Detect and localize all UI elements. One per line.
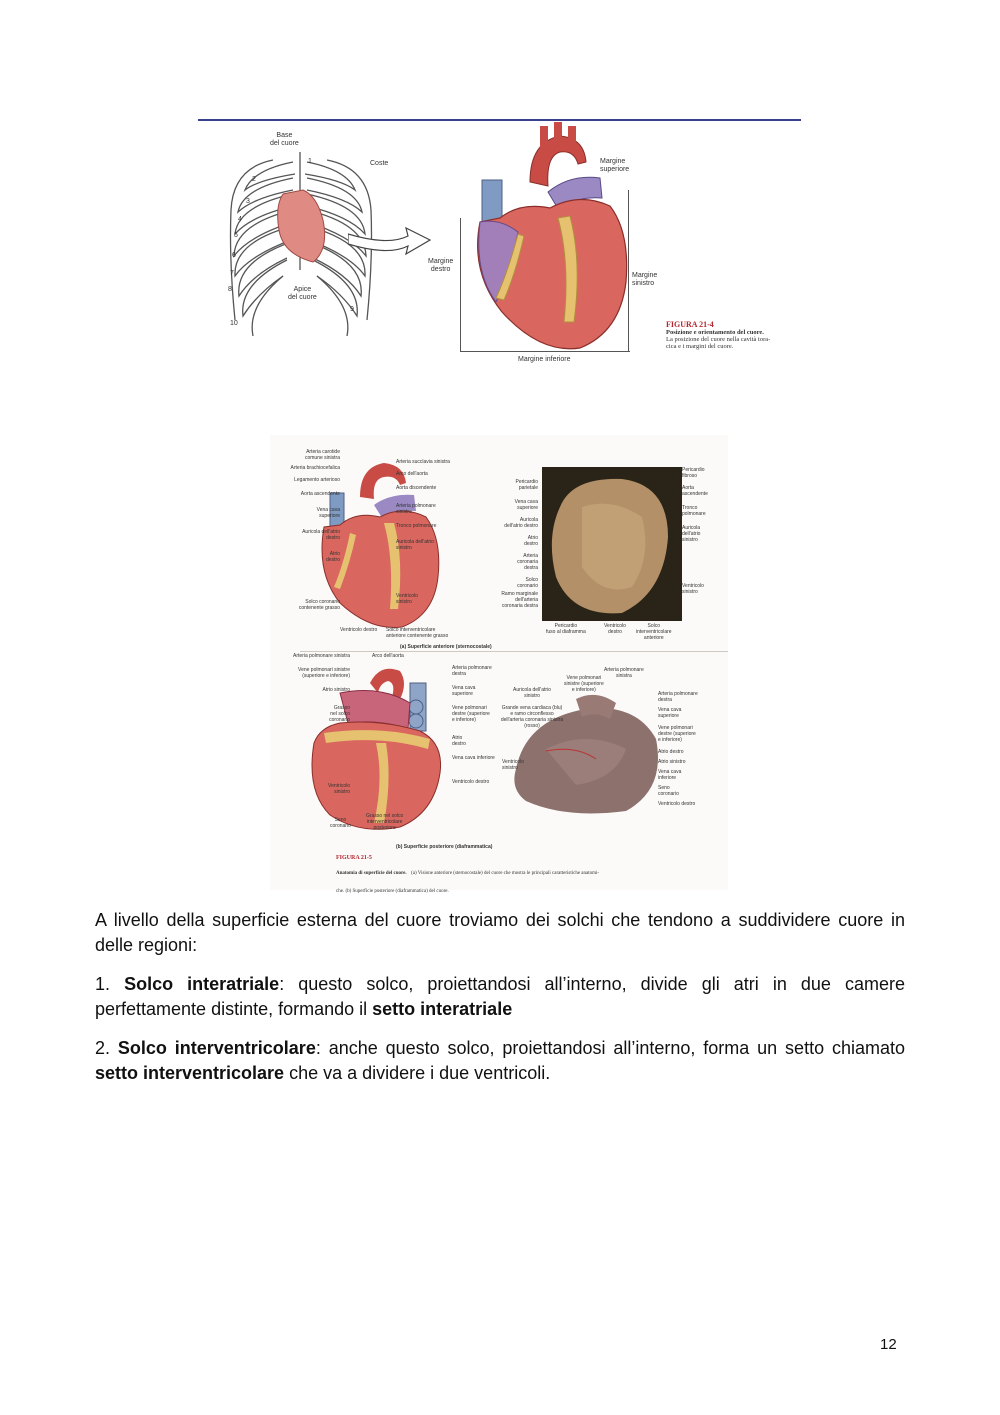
label-pb-right-5: Vena cava inferiore [658, 769, 682, 781]
label-pa-left-1: Vena cava superiore [514, 499, 538, 511]
label-b-right-0: Arteria polmonare destra [452, 665, 492, 677]
label-a-left-6: Atrio destro [326, 551, 340, 563]
item2-term2: setto interventricolare [95, 1063, 285, 1083]
caption-bold: Posizione e orientamento del cuore. [666, 329, 764, 336]
label-pb-right-7: Ventricolo destro [658, 801, 696, 807]
list-item-1 [95, 972, 905, 1022]
label-pa-bottom-0: Pericardio fuso al diaframma [546, 623, 586, 635]
label-pb-right-1: Vena cava superiore [658, 707, 682, 719]
rib-label-7: 7 [230, 270, 234, 277]
label-margine-destro: Margine destro [428, 258, 454, 273]
label-margine-inferiore: Margine inferiore [518, 356, 571, 363]
rib-label-5: 5 [234, 232, 238, 239]
label-a-left-2: Legamento arterioso [294, 477, 340, 483]
label-pa-right-3: Auricola dell'atrio sinistro [682, 525, 701, 543]
label-a-right-5: Auricola dell'atrio sinistro [396, 539, 434, 551]
caption-bold-21-5: Anatomia di superficie del cuore. [336, 871, 407, 876]
figure-21-4 [198, 110, 802, 390]
intro-paragraph: A livello della superficie esterna del cuore troviamo dei solchi che tendono a suddividere cuore in delle regioni: [95, 910, 905, 955]
list-item-2 [95, 1036, 905, 1086]
divider-a [300, 651, 728, 652]
figure-21-5-caption [336, 855, 726, 897]
label-pb-right-3: Atrio destro [658, 749, 684, 755]
labels-a-right [396, 459, 476, 605]
rib-label-9: 9 [350, 306, 354, 313]
label-pb-left-0: Auricola dell'atrio sinistro [513, 687, 551, 699]
rib-label-6: 6 [232, 252, 236, 259]
label-pa-left-4: Arteria coronaria destra [517, 553, 538, 571]
label-pb-left-1: Grande vena cardiaca (blu) e ramo circonflesso dell'arteria coronaria sinistra (rosso) [500, 705, 564, 729]
label-a-left-7: Solco coronario contenente grasso [298, 599, 340, 611]
labels-photo-b-right [658, 691, 728, 807]
label-a-left-1: Arteria brachiocefalica [290, 465, 340, 471]
labels-photo-a-left [484, 479, 538, 609]
margin-right-line [628, 190, 629, 352]
rib-label-8: 8 [228, 286, 232, 293]
figure-21-4-caption [666, 320, 802, 350]
label-pa-right-1: Aorta ascendente [682, 485, 708, 497]
rib-label-3: 3 [246, 198, 250, 205]
label-base-del-cuore: Base del cuore [270, 132, 299, 147]
label-pa-bottom-2: Solco interventricolare anteriore [636, 623, 672, 641]
margin-inferior-line [460, 351, 630, 352]
item1-term2: setto interatriale [372, 999, 513, 1019]
label-pa-left-2: Auricola dell'atrio destro [504, 517, 538, 529]
label-b-left-4: Ventricolo sinistro [328, 783, 350, 795]
label-b-bottom-0: Seno coronario [330, 817, 351, 829]
item2-text: : anche questo solco, proiettandosi all’interno, forma un setto chiamato [315, 1038, 905, 1058]
label-a-right-0: Arteria succlavia sinistra [396, 459, 450, 465]
caption-text-21-5: (a) Visione anteriore (sternocostale) del cuore che mostra le principali caratteristiche anatomi- che. (b) Superficie posteriore (diaframmatica) del cuore. [336, 871, 600, 894]
label-b-right-1: Vena cava superiore [452, 685, 476, 697]
heart-photo-shape [542, 467, 682, 621]
label-a-left-4: Vena cava superiore [316, 507, 340, 519]
label-b-right-2: Vene polmonari destre (superiore e inferiore) [452, 705, 490, 723]
label-pa-left-0: Pericardio parietale [515, 479, 538, 491]
heart-anterior-illustration [460, 122, 640, 352]
item1-term: Solco interatriale [124, 974, 280, 994]
figure-21-5 [270, 435, 728, 894]
label-pa-left-5: Solco coronario [517, 577, 538, 589]
heart-anterior-photo [542, 467, 682, 621]
caption-title-21-5: FIGURA 21-5 [336, 855, 372, 861]
label-b-left-1: Vene polmonari sinistre (superiore e inferiore) [298, 667, 350, 679]
label-pa-right-4: Ventricolo sinistro [682, 583, 704, 595]
labels-a-left [274, 449, 340, 611]
arrow-icon [348, 220, 433, 260]
labels-b-left [274, 653, 350, 795]
label-a-left-0: Arteria carotide comune sinistra [304, 449, 340, 461]
label-pb-left-2: Ventricolo sinistro [502, 759, 524, 771]
label-a-left-5: Auricola dell'atrio destro [302, 529, 340, 541]
caption-b: (b) Superficie posteriore (diaframmatica) [396, 844, 493, 850]
figure-top-rule [198, 119, 801, 121]
label-margine-superiore: Margine superiore [600, 158, 630, 173]
label-pb-right-6: Seno coronario [658, 785, 679, 797]
label-b-right-4: Vena cava inferiore [452, 755, 495, 761]
label-pb-right-2: Vene polmonari destre (superiore e inferiore) [658, 725, 696, 743]
label-pb-right-0: Arteria polmonare destra [658, 691, 698, 703]
label-b-right-5: Ventricolo destro [452, 779, 490, 785]
label-pa-right-0: Pericardio fibroso [682, 467, 705, 479]
rib-label-10: 10 [230, 320, 238, 327]
caption-text: La posizione del cuore nella cavità tora- cica e i margini del cuore. [666, 336, 771, 350]
item2-text2: che va a dividere i due ventricoli. [284, 1063, 551, 1083]
rib-label-2: 2 [252, 176, 256, 183]
caption-title: FIGURA 21-4 [666, 320, 714, 329]
label-apice-del-cuore: Apice del cuore [288, 286, 317, 301]
item2-term: Solco interventricolare [117, 1038, 316, 1058]
label-coste: Coste [370, 160, 389, 167]
label-b-left-2: Atrio sinistro [322, 687, 350, 693]
labels-photo-a-right [682, 467, 728, 595]
label-a-bottom-0: Ventricolo destro [340, 627, 378, 633]
rib-label-1: 1 [308, 158, 312, 165]
label-pb-top-1: Arteria polmonare sinistra [604, 667, 644, 679]
label-pb-top-0: Vene polmonari sinistre (superiore e inferiore) [564, 675, 604, 693]
label-a-right-1: Arco dell'aorta [396, 471, 428, 477]
label-b-bottom-1: Grasso nel solco interventricolare posteriore [366, 813, 404, 831]
item1-text: : questo solco, proiettandosi all’interno, divide gli atri in due camere perfettamente distinte, formando il [95, 974, 905, 1019]
label-pa-bottom-1: Ventricolo destro [604, 623, 626, 635]
caption-a: (a) Superficie anteriore (sternocostale) [400, 644, 492, 650]
label-a-left-3: Aorta ascendente [300, 491, 340, 497]
label-a-right-3: Arteria polmonare sinistra [396, 503, 436, 515]
label-a-right-2: Aorta discendente [396, 485, 437, 491]
rib-label-4: 4 [238, 216, 242, 223]
label-b-left-3: Grasso nel solco coronario [329, 705, 350, 723]
labels-photo-b-left [492, 687, 572, 771]
label-b-right-3: Atrio destro [452, 735, 466, 747]
item2-number: 2. [95, 1038, 118, 1058]
label-pa-right-2: Tronco polmonare [682, 505, 706, 517]
item1-number: 1. [95, 974, 125, 994]
label-pa-left-3: Atrio destro [524, 535, 538, 547]
label-b-top-0: Arco dell'aorta [372, 653, 404, 659]
margin-left-line [460, 218, 461, 352]
label-pa-left-6: Ramo marginale dell'arteria coronaria destra [501, 591, 538, 609]
label-a-right-4: Tronco polmonare [396, 523, 437, 529]
label-pb-right-4: Atrio sinistro [658, 759, 686, 765]
label-a-bottom-1: Solco interventricolare anteriore contenente grasso [386, 627, 449, 639]
page-number: 12 [880, 1336, 897, 1353]
label-a-right-6: Ventricolo sinistro [396, 593, 418, 605]
label-b-left-0: Arteria polmonare sinistra [293, 653, 350, 659]
label-margine-sinistro: Margine sinistro [632, 272, 658, 287]
